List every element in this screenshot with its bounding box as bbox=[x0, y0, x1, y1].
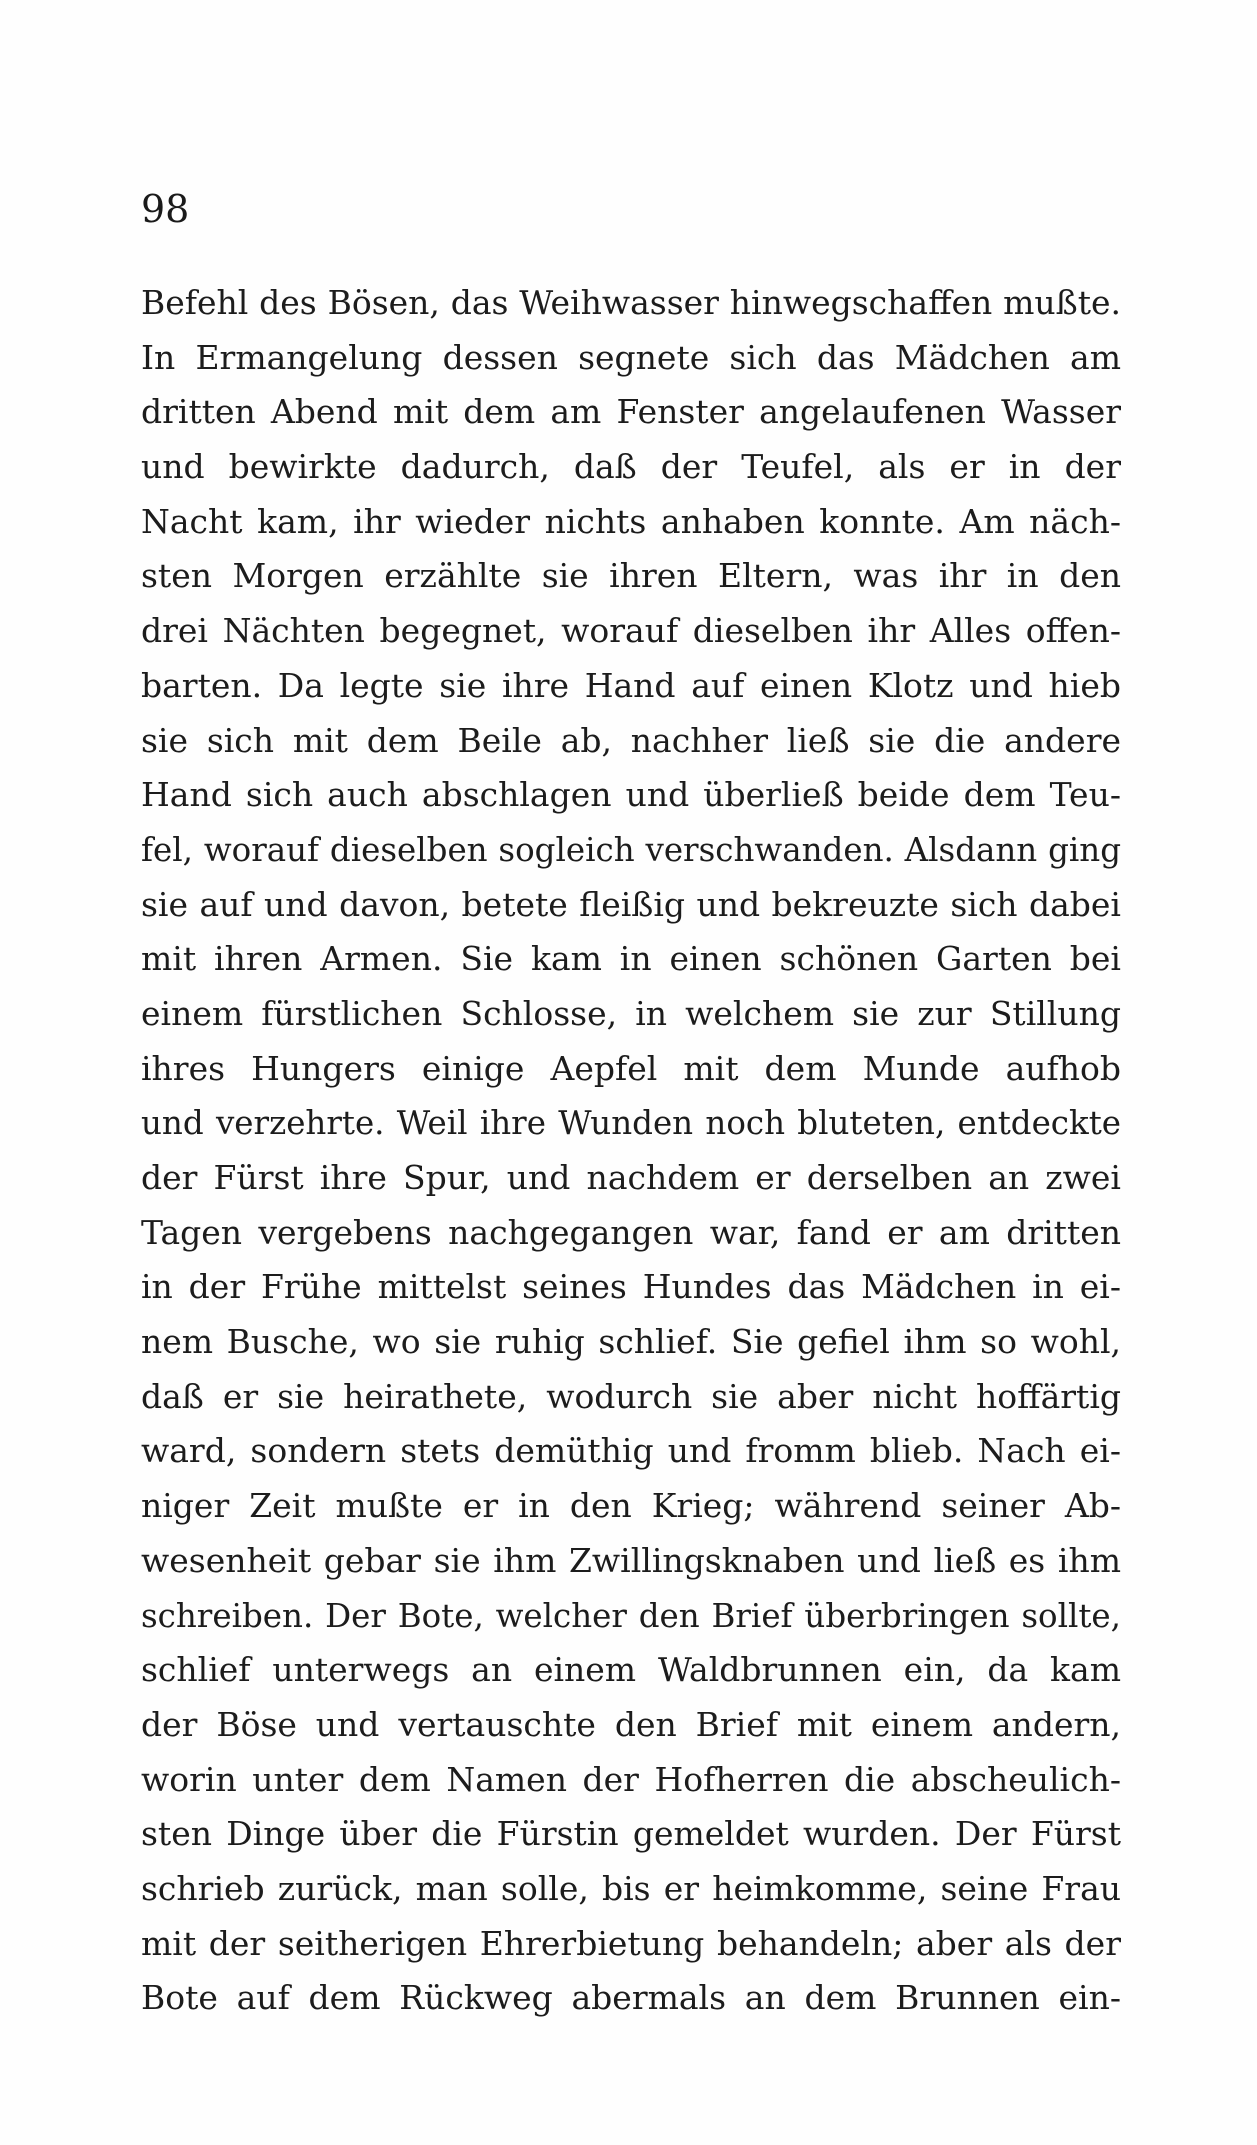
text-line: sie sich mit dem Beile ab, nachher ließ sie die andere bbox=[141, 720, 1121, 760]
text-line: Tagen vergebens nachgegangen war, fand er am dritten bbox=[141, 1212, 1121, 1252]
text-line: ihres Hungers einige Aepfel mit dem Munde aufhob bbox=[141, 1048, 1121, 1088]
text-line: Nacht kam, ihr wieder nichts anhaben konnte. Am näch- bbox=[141, 501, 1121, 541]
text-line: wesenheit gebar sie ihm Zwillingsknaben und ließ es ihm bbox=[141, 1540, 1121, 1580]
text-line: fel, worauf dieselben sogleich verschwanden. Alsdann ging bbox=[141, 830, 1121, 869]
text-line: schreiben. Der Bote, welcher den Brief überbringen sollte, bbox=[141, 1596, 1121, 1635]
text-line: nem Busche, wo sie ruhig schlief. Sie gefiel ihm so wohl, bbox=[141, 1322, 1121, 1362]
text-line: schrieb zurück, man solle, bis er heimkomme, seine Frau bbox=[141, 1868, 1121, 1908]
text-line: einem fürstlichen Schlosse, in welchem sie zur Stillung bbox=[141, 993, 1121, 1033]
text-line: mit der seitherigen Ehrerbietung behandeln; aber als der bbox=[141, 1923, 1121, 1963]
text-line: sie auf und davon, betete fleißig und bekreuzte sich dabei bbox=[141, 884, 1121, 924]
text-line: barten. Da legte sie ihre Hand auf einen Klotz und hieb bbox=[141, 665, 1121, 705]
text-line: worin unter dem Namen der Hofherren die abscheulich- bbox=[141, 1759, 1121, 1799]
body-text bbox=[141, 276, 1121, 2026]
text-line: sten Dinge über die Fürstin gemeldet wurden. Der Fürst bbox=[141, 1814, 1121, 1854]
text-line: Befehl des Bösen, das Weihwasser hinwegschaffen mußte. bbox=[141, 283, 1121, 322]
text-line: Bote auf dem Rückweg abermals an dem Brunnen ein- bbox=[141, 1978, 1121, 2018]
text-line: der Fürst ihre Spur, und nachdem er derselben an zwei bbox=[141, 1158, 1121, 1197]
text-line: in der Frühe mittelst seines Hundes das Mädchen in ei- bbox=[141, 1267, 1121, 1307]
text-line: mit ihren Armen. Sie kam in einen schönen Garten bei bbox=[141, 939, 1121, 979]
text-line: dritten Abend mit dem am Fenster angelaufenen Wasser bbox=[141, 392, 1121, 432]
text-line: Hand sich auch abschlagen und überließ beide dem Teu- bbox=[141, 775, 1121, 815]
page-number: 98 bbox=[141, 187, 190, 231]
text-line: sten Morgen erzählte sie ihren Eltern, was ihr in den bbox=[141, 556, 1121, 596]
text-line: drei Nächten begegnet, worauf dieselben ihr Alles offen- bbox=[141, 611, 1121, 651]
text-line: und verzehrte. Weil ihre Wunden noch bluteten, entdeckte bbox=[141, 1104, 1121, 1143]
text-line: daß er sie heirathete, wodurch sie aber nicht hoffärtig bbox=[141, 1376, 1121, 1416]
text-line: schlief unterwegs an einem Waldbrunnen ein, da kam bbox=[141, 1650, 1121, 1690]
text-line: und bewirkte dadurch, daß der Teufel, als er in der bbox=[141, 447, 1121, 487]
text-line: ward, sondern stets demüthig und fromm blieb. Nach ei- bbox=[141, 1431, 1121, 1471]
text-line: der Böse und vertauschte den Brief mit einem andern, bbox=[141, 1704, 1121, 1744]
text-line: niger Zeit mußte er in den Krieg; während seiner Ab- bbox=[141, 1486, 1121, 1526]
text-line: In Ermangelung dessen segnete sich das Mädchen am bbox=[141, 337, 1121, 377]
